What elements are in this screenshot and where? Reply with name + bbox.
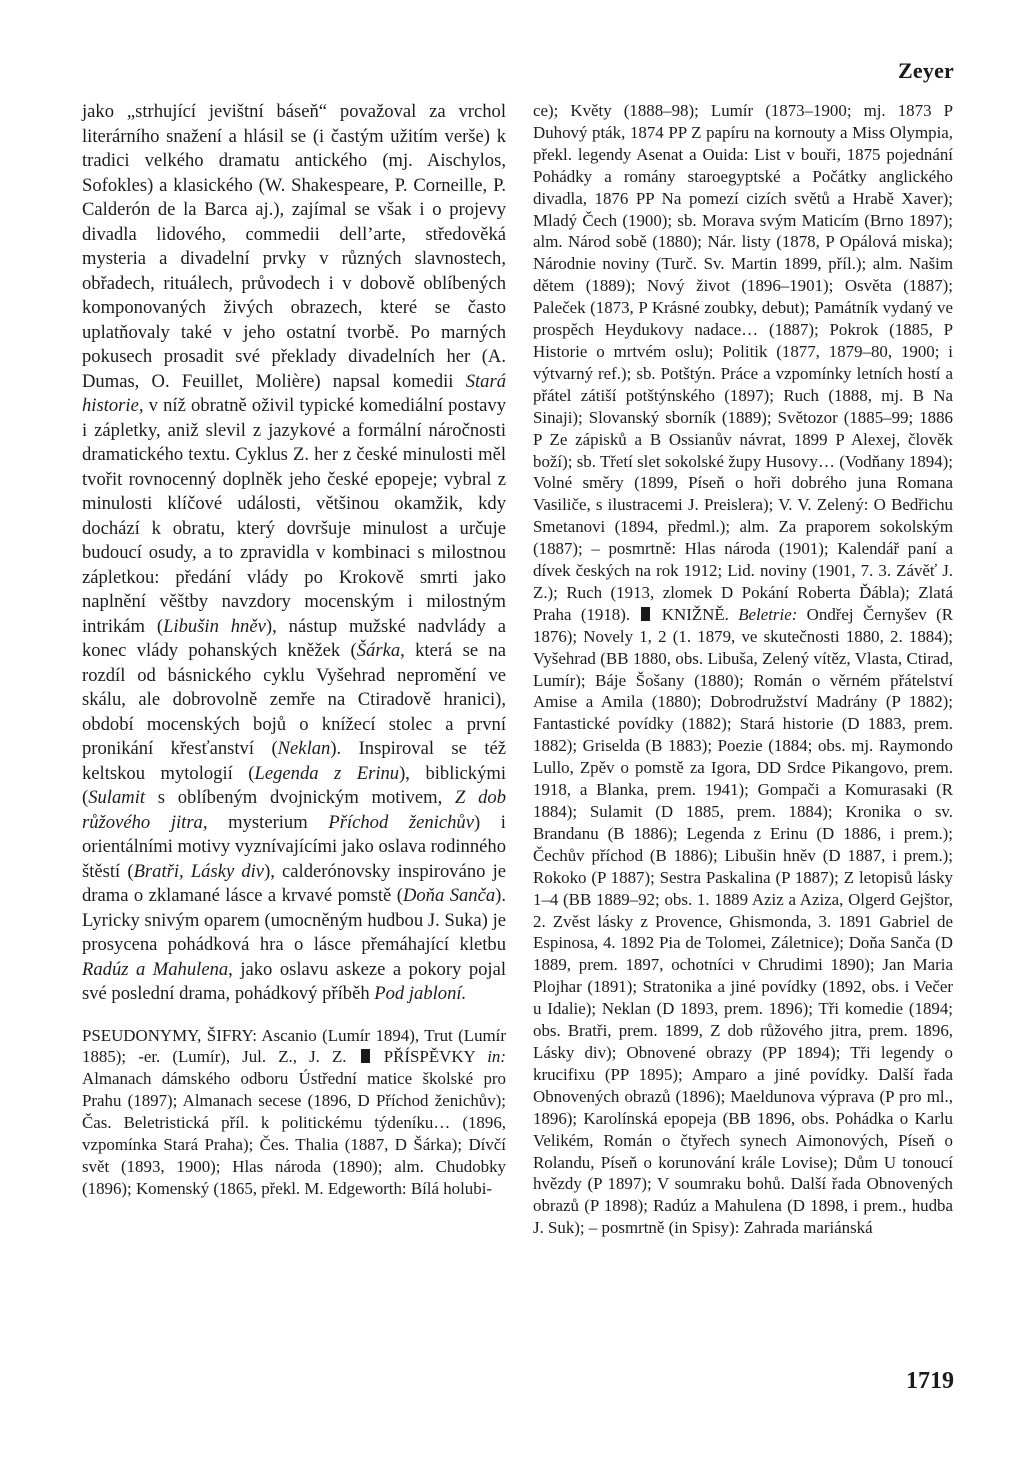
work-title: Sulamit: [88, 787, 146, 808]
work-title: Legenda z Erinu: [254, 762, 400, 784]
text-run: KNIŽNĚ.: [652, 604, 739, 624]
text-run: ), biblickými (: [82, 762, 507, 808]
bibliography-continuation: [533, 100, 953, 1239]
work-title: Libušin hněv: [163, 615, 266, 637]
section-separator-icon: [361, 1049, 370, 1063]
page-number: 1719: [906, 1368, 954, 1394]
work-title: Bratři, Lásky div: [133, 860, 265, 882]
work-title: Příchod ženichův: [328, 811, 474, 833]
text-run: ), nástup mužské nadvlády a konec vlády pohanských kněžek (: [82, 615, 506, 661]
italic-term: in:: [487, 1047, 506, 1067]
bibliography-paragraph: [82, 1025, 506, 1200]
text-run: ce); Květy (1888–98); Lumír (1873–1900; mj. 1873 P Duhový pták, 1874 PP Z papíru na kornouty a Miss Olympia, překl. legendy Asenat a Ouida: List v bouři, 1875 pojednání Pohádky a romány staroegyptské a Počátky anglického divadla, 1876 PP Na pomezí cizích světů a Hrabě Xaver); Mladý Čech (1900); sb. Morava svým Maticím (Brno 1897); alm. Národ sobě (1880); Nár. listy (1878, P Opálová miska); Národnie noviny (Turč. Sv. Martin 1899, příl.); alm. Našim dětem (1889); Nový život (1896–1901); Osvěta (1887); Paleček (1873, P Krásné zoubky, debut); Památník vydaný ve prospěch Heydukovy nadace… (1887); Pokrok (1885, P Historie o mrtvém oslu); Politik (1877, 1879–80, 1900; i výtvarný ref.); sb. Potštýn. Práce a vzpomínky letních hostí a přátel zátiší potštýnského (1897); Ruch (1888, mj. B Na Sinaji); Slovanský sborník (1889); Světozor (1885–99; 1886 P Ze zápisků a B Ossianův návrat, 1899 P Alexej, člověk boží); sb. Třetí slet sokolské župy Husovy… (Vodňany 1894); Volné směry (1899, Píseň o hoři dobrého juna Romana Vasiliče, s ilustracemi J. Preislera); V. V. Zelený: O Bedřichu Smetanovi (1894, předml.); alm. Za praporem sokolským (1887); – posmrtně: Hlas národa (1901); Kalendář paní a dívek českých na rok 1912; Lid. noviny (1901, 7. 3. Závěť J. Z.); Ruch (1913, zlomek D Pokání Roberta Ďábla); Zlatá Praha (1918).: [533, 101, 953, 624]
running-head: Zeyer: [898, 58, 954, 83]
text-run: v níž obratně oživil typické komediální postavy i zápletky, aniž slevil z jazykové a formální náročnosti dramatického textu. Cyklus Z. her z české minulosti měl tvořit rovnocenný doplněk jeho české epopeje; vybral z minulosti klíčové události, většinou okamžik, kdy dochází k obratu, který dovršuje minulost a určuje budoucí osudy, a to zpravidla v kombinaci s milostnou zápletkou: předání vlády po Krokově smrti jako naplnění věštby navzdory mocenským i milostným intrikám (: [82, 395, 506, 637]
text-run: ). Inspiroval se též keltskou mytologií (: [82, 738, 507, 784]
text-run: která se na rozdíl od básnického cyklu Vyšehrad nepromění ve skálu, ale dobrovolně zemře na Ctiradově hranici), období mocenských bojů o knížecí stolec a první pronikání křesťanství (: [82, 640, 506, 759]
text-run: s oblíbeným dvojnickým motivem,: [145, 787, 456, 808]
left-column: [82, 100, 506, 1200]
text-run: Ondřej Černyšev (R 1876); Novely 1, 2 (1. 1879, ve skutečnosti 1880, 2. 1884); Vyšehrad (BB 1880, obs. Libuša, Zelený vítěz, Vlasta, Ctirad, Lumír); Báje Šošany (1880); Román o věrném přátelství Amise a Amila (1880); Dobrodružství Madrány (P 1882); Fantastické povídky (1882); Stará historie (D 1883, prem. 1882); Griselda (B 1883); Poezie (1884; obs. mj. Raymondo Lullo, Zpěv o pomstě za Igora, DD Srdce Pikangovo, prem. 1918, a Blanka, prem. 1941); Gompači a Komurasaki (R 1884); Sulamit (D 1885, prem. 1884); Kronika o sv. Brandanu (B 1886); Legenda z Erinu (D 1886, i prem.); Čechův příchod (B 1886); Libušin hněv (D 1887, i prem.); Rokoko (P 1887); Sestra Paskalina (P 1887); Z letopisů lásky 1–4 (BB 1889–92; obs. 1. 1889 Aziz a Aziza, Olgerd Gejštor, 2. Zvěst lásky z Provence, Ghismonda, 3. 1891 Gabriel de Espinosa, 4. 1892 Pia de Tolomei, Záletnice); Doňa Sanča (D 1889, prem. 1897, ochotníci v Chrudimi 1890); Jan Maria Plojhar (1891); Stratonika a jiné povídky (1892, obs. i Večer u Idalie); Neklan (D 1893, prem. 1896); Tři komedie (1894; obs. Bratři, prem. 1899, Z dob růžového jitra, prem. 1896, Lásky div); Obnovené obrazy (PP 1894); Tři legendy o krucifixu (PP 1895); Amparo a jiné povídky. Další řada Obnovených obrazů (1896); Maeldunova výprava (P pro ml., 1896); Karolínská epopeja (BB 1896, obs. Pohádka o Karlu Velikém, Román o čtyřech synech Aimonových, Píseň o Rolandu, Píseň o korunování krále Lovise); Dům U tonoucí hvězdy (P 1897); V soumraku bohů. Další řada Obnovených obrazů (P 1898); Radúz a Mahulena (D 1898, i prem., hudba J. Suk); – posmrtně (in Spisy): Zahrada mariánská: [533, 604, 953, 1238]
text-run: mysterium: [207, 811, 329, 833]
work-title: Šárka,: [356, 640, 405, 661]
work-title: Radúz a Mahulena: [82, 958, 229, 980]
work-title: Doňa Sanča: [402, 885, 496, 906]
body-paragraph: [82, 100, 506, 1007]
text-run: PŘÍSPĚVKY: [371, 1047, 488, 1067]
work-title: Neklan: [277, 738, 331, 759]
text-run: ), calderónovsky inspirováno je drama o zklamané lásce a krvavé pomstě (: [82, 860, 506, 906]
text-run: ) i orientálními motivy vyznívajícími jako oslava rodinného štěstí (: [82, 811, 506, 882]
work-title: Pod jabloní.: [374, 983, 467, 1004]
text-run: PSEUDONYMY, ŠIFRY: Ascanio (Lumír 1894), Trut (Lumír 1885); -er. (Lumír), Jul. Z., J. Z.: [82, 1025, 506, 1067]
section-separator-icon: [641, 607, 650, 621]
right-column: [533, 100, 953, 1239]
work-title: Z dob růžového jitra,: [82, 787, 506, 833]
text-run: Almanach dámského odboru Ústřední matice školské pro Prahu (1897); Almanach secese (1896, D Příchod ženichův); Čas. Beletristická příl. k politickému týdeníku… (1896, vzpomínka Stará Praha); Čes. Thalia (1887, D Šárka); Dívčí svět (1893, 1900); Hlas národa (1890); alm. Chudobky (1896); Komenský (1865, překl. M. Edgeworth: Bílá holubi-: [82, 1069, 506, 1198]
text-run: ). Lyricky snivým oparem (umocněným hudbou J. Suka) je prosycena pohádková hra o lásce přemáhající kletbu: [82, 885, 506, 955]
text-run: , jako oslavu askeze a pokory pojal své poslední drama, pohádkový příběh: [82, 958, 506, 1004]
work-title: Stará historie,: [82, 370, 506, 416]
italic-term: Beletrie:: [738, 604, 798, 624]
text-run: jako „strhující jevištní báseň“ považoval za vrchol literárního snažení a hlásil se (i častým užitím verše) k tradici velkého dramatu antického (mj. Aischylos, Sofokles) a klasického (W. Shakespeare, P. Corneille, P. Calderón de la Barca aj.), zajímal se však i o projevy divadla lidového, commedii dell’arte, středověká mysteria a divadelní prvky v různých slavnostech, obřadech, rituálech, průvodech i v dobově oblíbených komponovaných živých obrazech, které se často uplatňovaly také v jeho ostatní tvorbě. Po marných pokusech prosadit své překlady divadelních her (A. Dumas, O. Feuillet, Molière) napsal komedii: [82, 101, 506, 392]
